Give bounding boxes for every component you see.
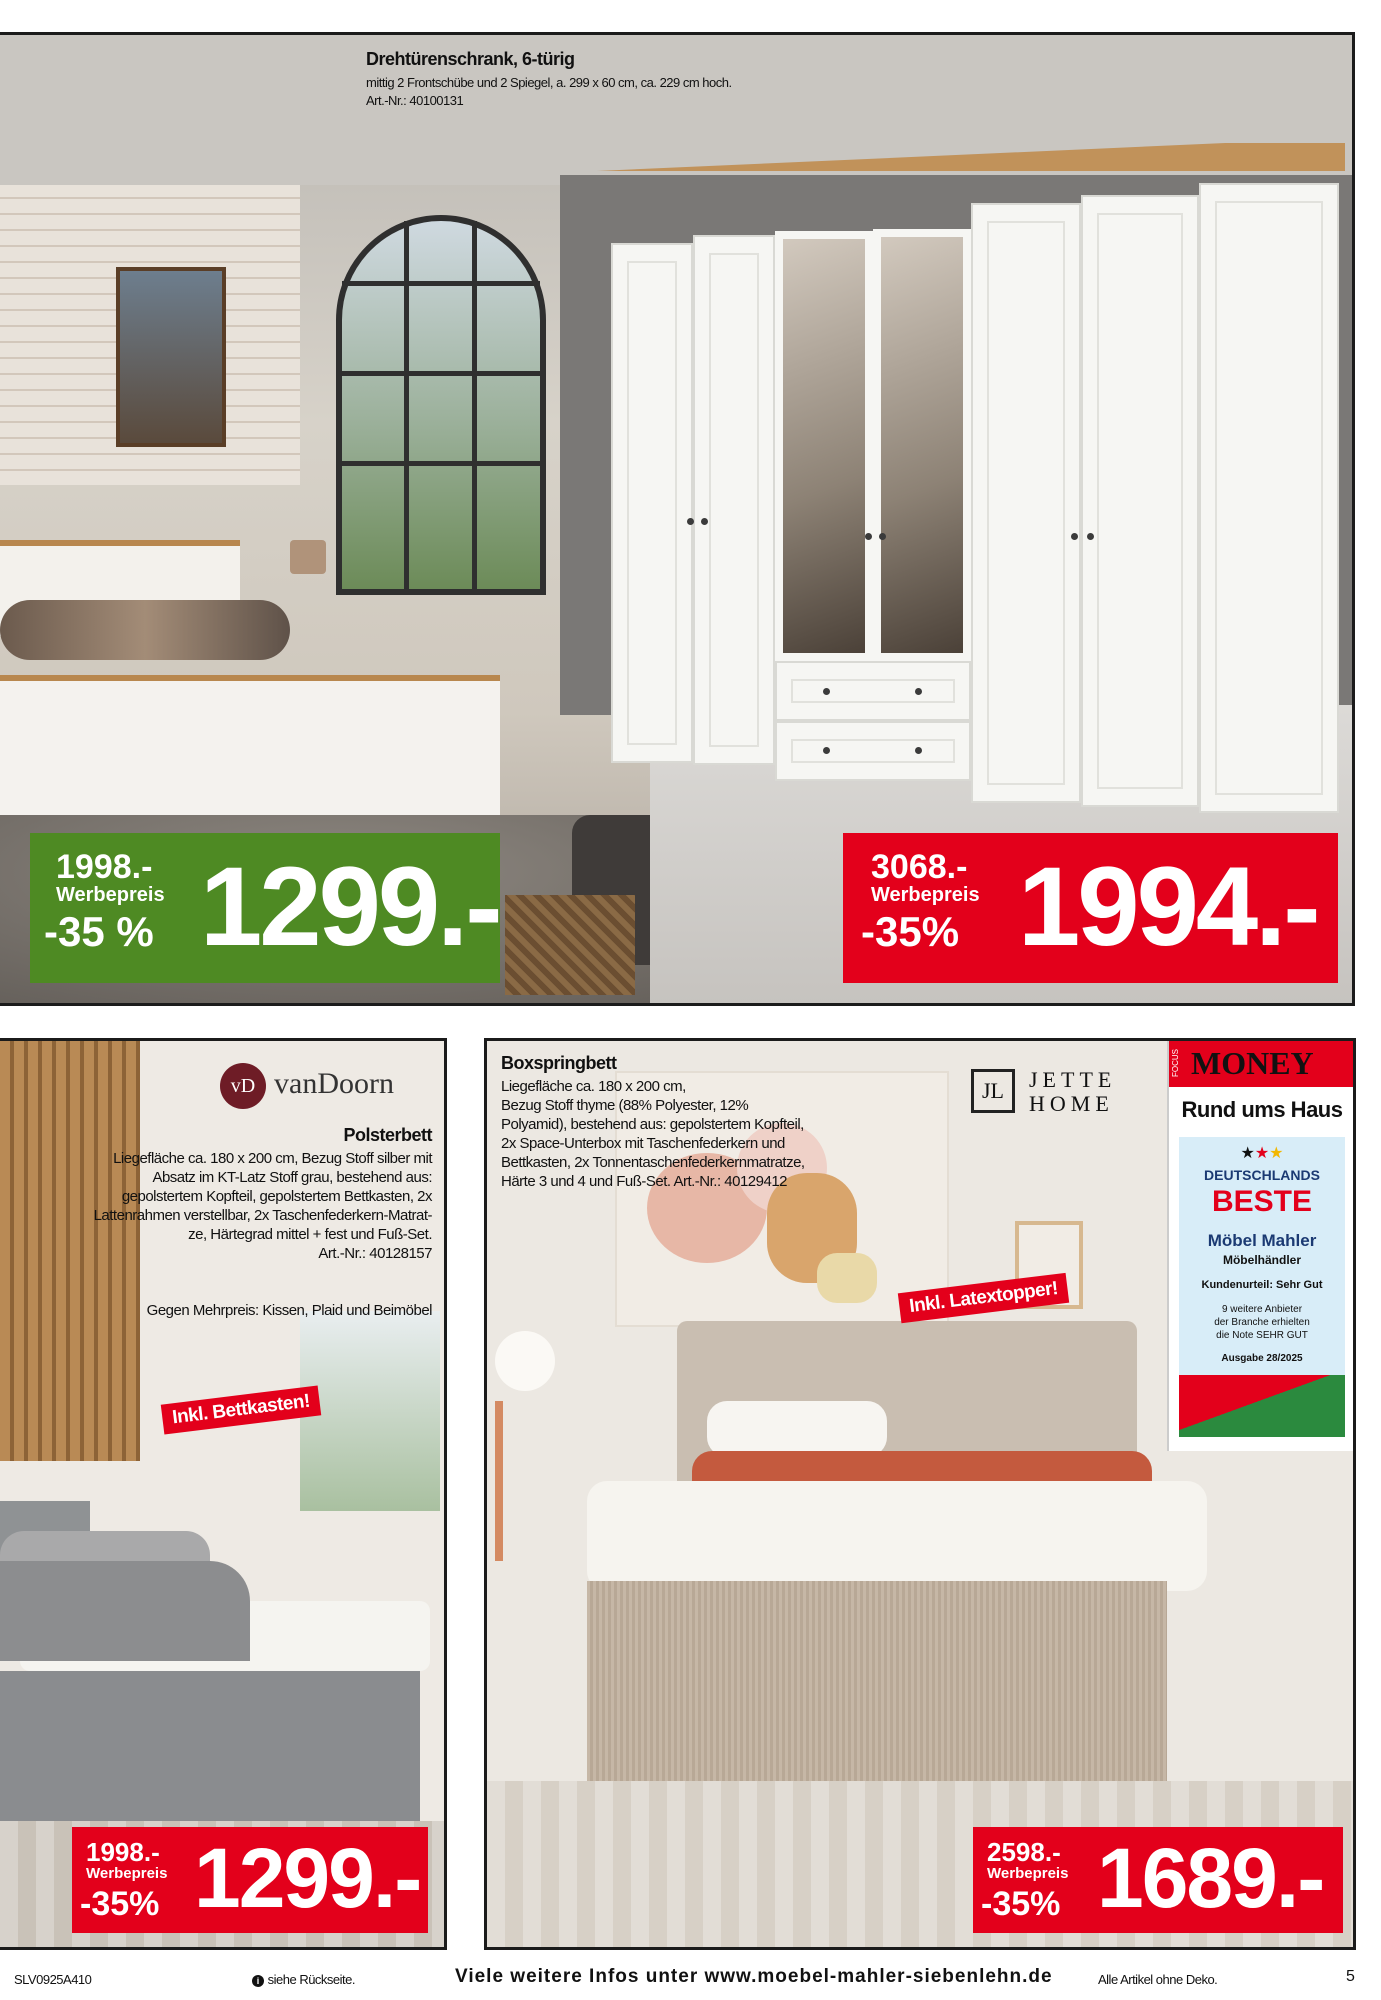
award-line2: BESTE (1211, 1185, 1313, 1218)
polsterbett-extra: Gegen Mehrpreis: Kissen, Plaid und Beimöbel (146, 1302, 432, 1319)
money-label: MONEY (1191, 1045, 1314, 1081)
old-price: 1998.- (86, 1837, 160, 1867)
wardrobe-desc: mittig 2 Frontschübe und 2 Spiegel, a. 299 x 60 cm, ca. 229 cm hoch. (366, 75, 732, 90)
wardrobe-panel (0, 32, 1355, 1006)
footer-note: Alle Artikel ohne Deko. (1098, 1972, 1218, 1987)
table-lamp (290, 540, 326, 574)
tag-latextopper: Inkl. Latextopper! (898, 1273, 1070, 1323)
vandoorn-name: vanDoorn (274, 1067, 394, 1100)
polsterbett-desc: Liegefläche ca. 180 x 200 cm, Bezug Stoff silber mit Absatz im KT-Latz Stoff grau, bestehend aus: gepolstertem Kopfteil, gepolstertem Bettkasten, 2x Lattenrahmen verstellbar, 2x Taschenfederkern-Matrat- ze, Härtegrad mittel + fest und Fuß-Set. Art.-Nr.: 40128157 (93, 1150, 432, 1262)
discount: -35% (861, 908, 960, 955)
wardrobe-art-nr: Art.-Nr.: 40100131 (366, 93, 464, 108)
footer-website: Viele weitere Infos unter www.moebel-mahler-siebenlehn.de (455, 1966, 1053, 1987)
footer-code: SLV0925A410 (14, 1972, 92, 1987)
wall-painting (116, 267, 226, 447)
polsterbett-title: Polsterbett (343, 1125, 432, 1145)
info-icon: i (252, 1975, 264, 1987)
jette-home-mark: JL (971, 1069, 1015, 1113)
side-table (495, 1401, 503, 1561)
footer-info (252, 1972, 355, 1987)
award-note: 9 weitere Anbieter der Branche erhielten die Note SEHR GUT (1214, 1304, 1310, 1341)
sale-price: 1299.- (200, 844, 500, 969)
tag-bettkasten: Inkl. Bettkasten! (161, 1385, 322, 1434)
duvet (587, 1481, 1207, 1591)
award-category: Möbelhändler (1222, 1253, 1301, 1267)
werbepreis-label: Werbepreis (871, 884, 980, 906)
star-icons: ★★★ (1240, 1145, 1284, 1162)
old-price: 3068.- (871, 848, 968, 886)
drawer-2 (775, 721, 971, 781)
focus-label: FOCUS (1171, 1049, 1180, 1077)
jette-home-logo (971, 1065, 1171, 1119)
boxspring-desc: Liegefläche ca. 180 x 200 cm, Bezug Stoff thyme (88% Polyester, 12% Polyamid), bestehend aus: gepolstertem Kopfteil, 2x Space-Unterbox mit Taschenfederkern und Bettkasten, 2x Tonnentaschenfederkernmatratze, Härte 3 und 4 und Fuß-Set. Art.-Nr.: 40129412 (501, 1078, 805, 1190)
old-price: 1998.- (56, 848, 153, 886)
boxspring-panel (484, 1038, 1356, 1950)
boxspring-base (587, 1581, 1167, 1781)
wardrobe-title: Drehtürenschrank, 6-türig (366, 49, 575, 69)
mirror-right (873, 229, 971, 661)
sale-price: 1689.- (1097, 1831, 1324, 1925)
mirror-left (775, 231, 873, 661)
wardrobe (597, 143, 1345, 873)
award-line1: DEUTSCHLANDS (1204, 1167, 1320, 1183)
side-lamp (495, 1331, 555, 1391)
arched-window (336, 215, 546, 595)
boxspring-title: Boxspringbett (501, 1053, 617, 1073)
page-number: 5 (1346, 1968, 1355, 1985)
werbepreis-label: Werbepreis (987, 1865, 1069, 1882)
discount: -35% (80, 1885, 160, 1923)
vandoorn-logo (220, 1061, 430, 1113)
discount: -35% (981, 1885, 1061, 1923)
wardrobe-top (597, 143, 1345, 171)
award-header (1169, 1041, 1355, 1087)
drawer-1 (775, 661, 971, 721)
old-price: 2598.- (987, 1837, 1061, 1867)
price-box-wardrobe (843, 833, 1338, 983)
jette-home-line2: HOME (1029, 1091, 1114, 1116)
award-ribbon: Rund ums Haus (1181, 1097, 1343, 1122)
footer-info-text: siehe Rückseite. (267, 1972, 356, 1987)
award-company: Möbel Mahler (1207, 1231, 1317, 1250)
award-footer-graphic (1179, 1375, 1345, 1437)
award-issue: Ausgabe 28/2025 (1221, 1353, 1303, 1364)
price-box-boxspring (973, 1827, 1343, 1933)
basket (505, 895, 635, 995)
price-box-polsterbett (72, 1827, 428, 1933)
werbepreis-label: Werbepreis (86, 1865, 168, 1882)
award-rating: Kundenurteil: Sehr Gut (1201, 1279, 1323, 1291)
focus-money-award (1167, 1041, 1355, 1451)
sale-price: 1299.- (194, 1831, 421, 1925)
price-box-bed (30, 833, 500, 983)
discount: -35 % (44, 908, 154, 955)
vandoorn-mark: vD (220, 1063, 266, 1109)
werbepreis-label: Werbepreis (56, 884, 165, 906)
bed-base (0, 1671, 420, 1821)
polsterbett-panel (0, 1038, 447, 1950)
bed-pillows (0, 600, 290, 660)
award-body (1179, 1137, 1345, 1437)
grey-blanket (0, 1561, 250, 1661)
sale-price: 1994.- (1018, 844, 1318, 969)
pillows (707, 1401, 887, 1457)
jette-home-line1: JETTE (1029, 1067, 1117, 1092)
